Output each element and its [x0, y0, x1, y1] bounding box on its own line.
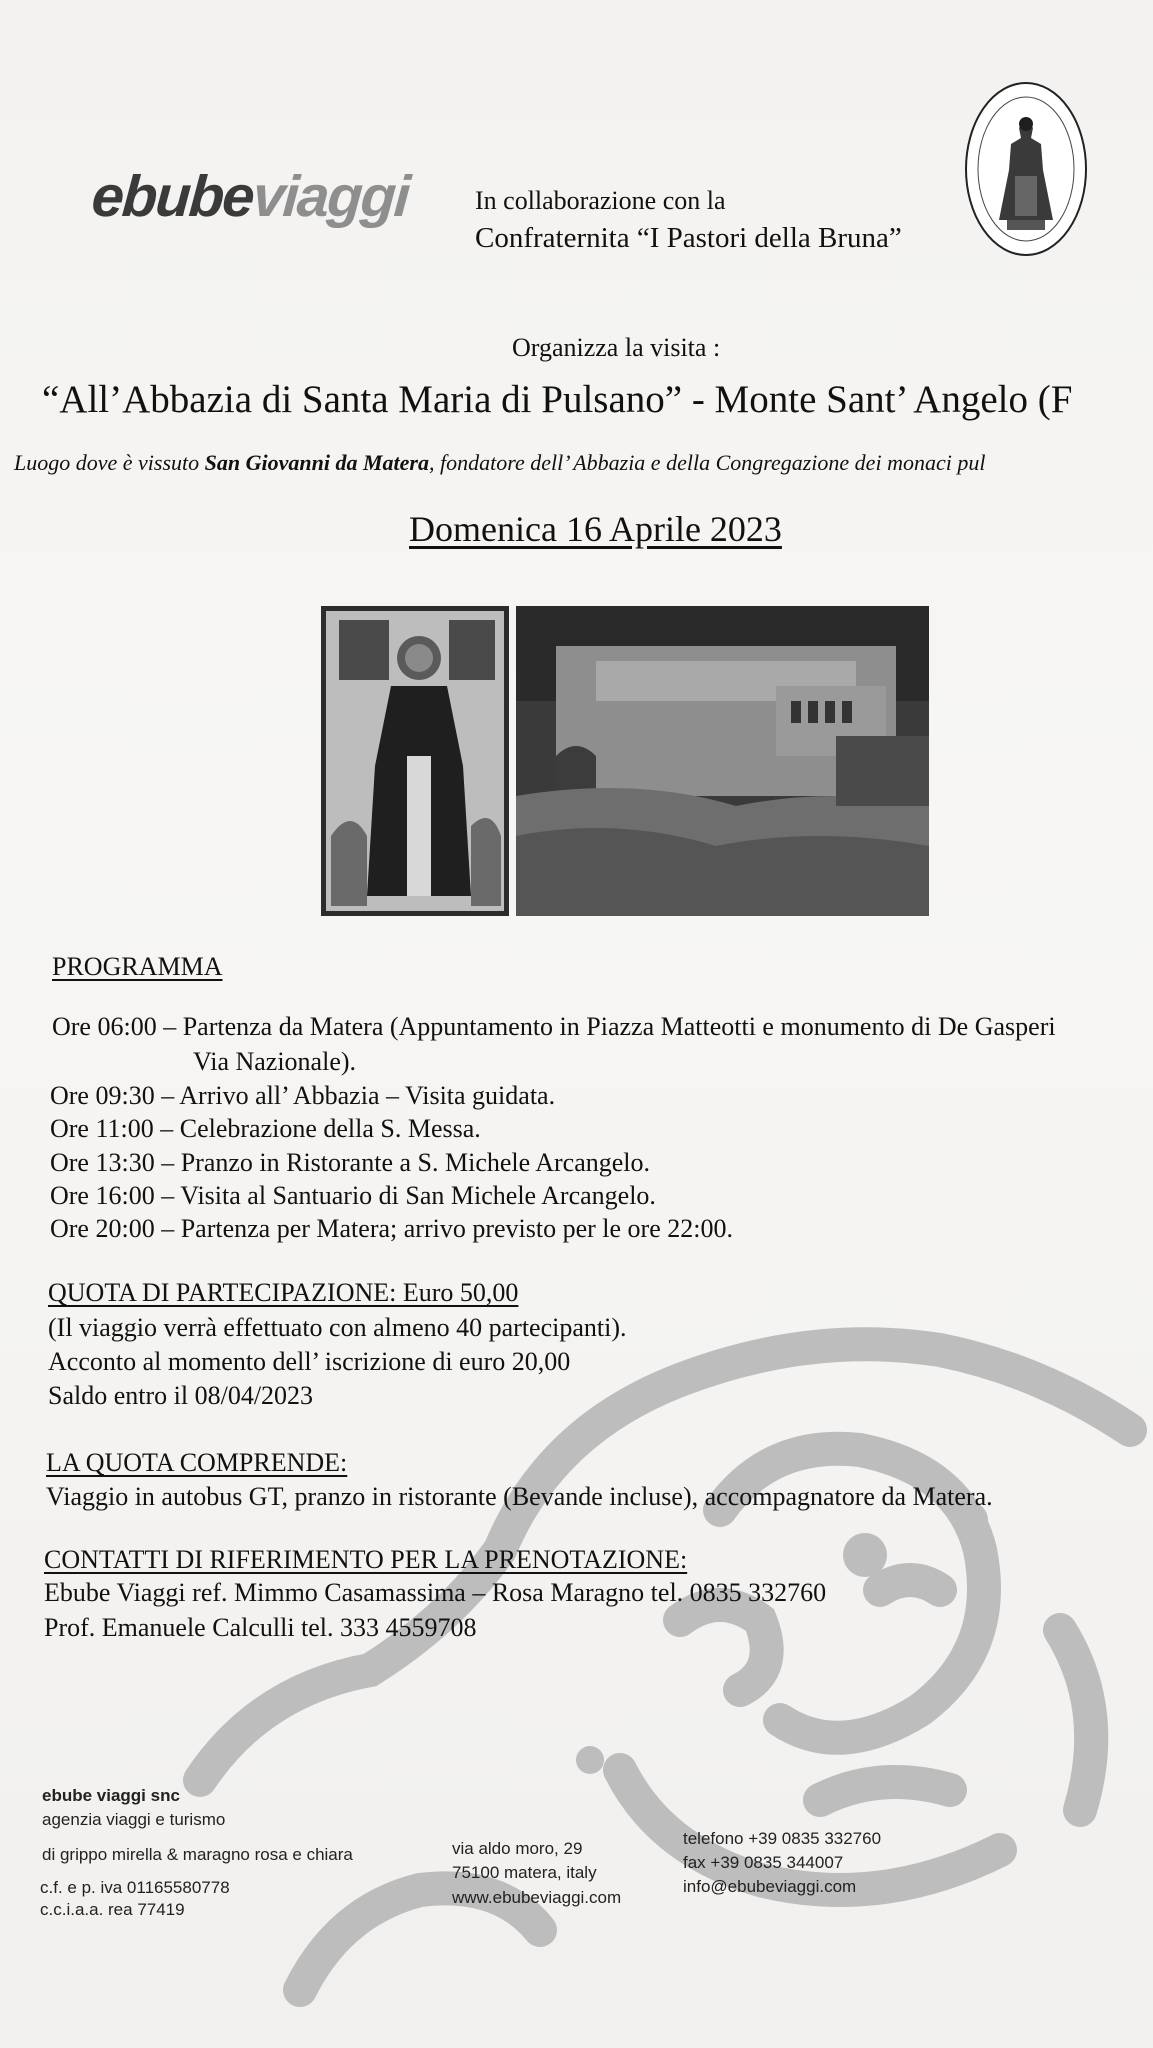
programma-item: Ore 06:00 – Partenza da Matera (Appuntamento in Piazza Matteotti e monumento di De Gasperi [52, 1012, 1056, 1041]
footer-owners: di grippo mirella & maragno rosa e chiara [42, 1845, 353, 1864]
programma-item: Ore 09:30 – Arrivo all’ Abbazia – Visita guidata. [50, 1081, 556, 1110]
event-date: Domenica 16 Aprile 2023 [409, 509, 782, 549]
confraternita-seal-icon [963, 80, 1089, 258]
logo-light-text: viaggi [250, 164, 411, 229]
footer-cciaa: c.c.i.a.a. rea 77419 [40, 1900, 185, 1919]
footer-fax: fax +39 0835 344007 [683, 1853, 844, 1872]
footer-company: ebube viaggi snc [42, 1786, 180, 1805]
programma-item: Ore 11:00 – Celebrazione della S. Messa. [50, 1114, 481, 1143]
logo-dark-text: ebube [89, 164, 256, 229]
luogo-suffix: , fondatore dell’ Abbazia e della Congregazione dei monaci pul [428, 450, 986, 475]
quota-line: Acconto al momento dell’ iscrizione di euro 20,00 [48, 1347, 571, 1376]
collab-line-2: Confraternita “I Pastori della Bruna” [475, 222, 902, 254]
footer-telefono: telefono +39 0835 332760 [683, 1829, 882, 1848]
quota-heading: QUOTA DI PARTECIPAZIONE: Euro 50,00 [48, 1278, 519, 1307]
programma-item: Ore 16:00 – Visita al Santuario di San Michele Arcangelo. [50, 1181, 656, 1210]
saint-icon-image [321, 606, 509, 916]
footer-piva: c.f. e p. iva 01165580778 [40, 1878, 230, 1897]
abbey-photo-image [516, 606, 929, 916]
footer-address-1: via aldo moro, 29 [452, 1839, 583, 1858]
programma-heading: PROGRAMMA [52, 952, 223, 981]
programma-item: Via Nazionale). [193, 1047, 357, 1076]
footer-tagline: agenzia viaggi e turismo [42, 1810, 226, 1829]
contatti-line: Ebube Viaggi ref. Mimmo Casamassima – Rosa Maragno tel. 0835 332760 [44, 1578, 827, 1607]
event-title: “All’Abbazia di Santa Maria di Pulsano” - Monte Sant’ Angelo (F [42, 378, 1073, 421]
luogo-prefix: Luogo dove è vissuto [14, 450, 205, 475]
comprende-text: Viaggio in autobus GT, pranzo in ristorante (Bevande incluse), accompagnatore da Matera. [46, 1482, 993, 1511]
footer-address-2: 75100 matera, italy [452, 1863, 597, 1882]
footer-email: info@ebubeviaggi.com [683, 1877, 857, 1896]
organizza-label: Organizza la visita : [512, 333, 721, 362]
collab-line-1: In collaborazione con la [475, 186, 726, 215]
contatti-line: Prof. Emanuele Calculli tel. 333 4559708 [44, 1613, 477, 1642]
quota-line: (Il viaggio verrà effettuato con almeno 40 partecipanti). [48, 1313, 627, 1342]
programma-item: Ore 20:00 – Partenza per Matera; arrivo previsto per le ore 22:00. [50, 1214, 733, 1243]
quota-line: Saldo entro il 08/04/2023 [48, 1381, 314, 1410]
programma-item: Ore 13:30 – Pranzo in Ristorante a S. Michele Arcangelo. [50, 1148, 651, 1177]
comprende-heading: LA QUOTA COMPRENDE: [46, 1448, 348, 1477]
luogo-saint-name: San Giovanni da Matera [204, 450, 429, 475]
ebube-viaggi-logo [90, 163, 411, 230]
footer-web: www.ebubeviaggi.com [452, 1888, 622, 1907]
contatti-heading: CONTATTI DI RIFERIMENTO PER LA PRENOTAZIONE: [44, 1545, 688, 1574]
luogo-description [14, 450, 985, 476]
